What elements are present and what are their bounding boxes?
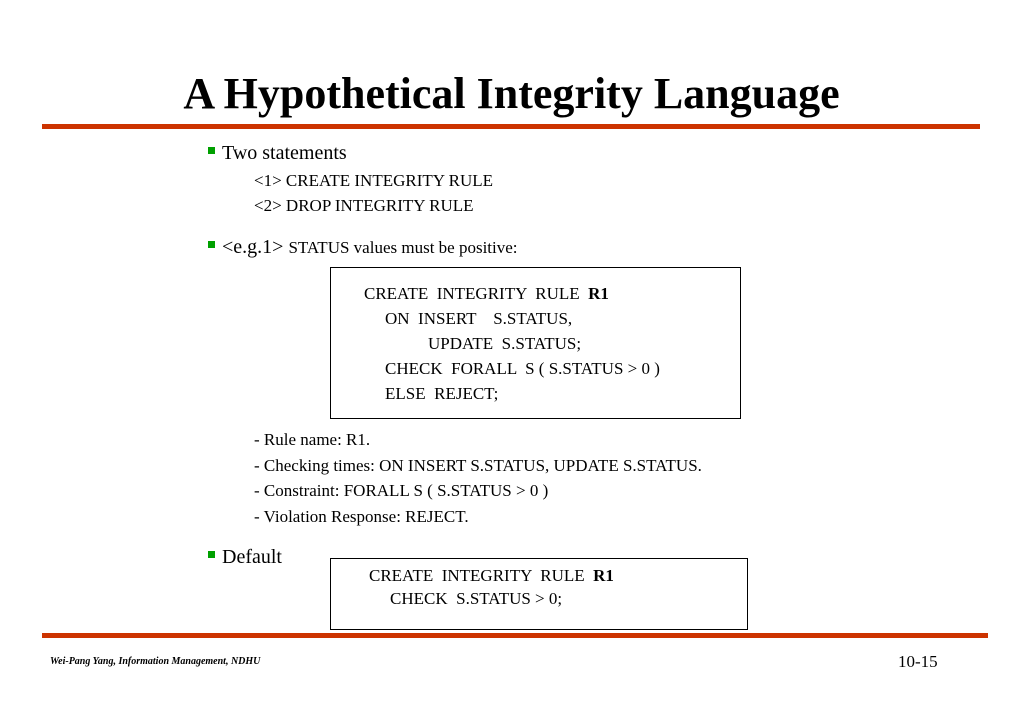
footer-author: Wei-Pang Yang, Information Management, NDHU <box>50 656 261 667</box>
code-line <box>364 281 609 306</box>
statement-line: <2> DROP INTEGRITY RULE <box>254 196 474 215</box>
code-line: ON INSERT S.STATUS, <box>385 309 573 328</box>
rule-name: R1 <box>593 566 614 585</box>
bottom-divider <box>42 633 988 638</box>
bullet-example <box>208 235 518 260</box>
bullet-default <box>208 545 282 569</box>
page-number: 10-15 <box>898 652 938 671</box>
bullet-prefix: <e.g.1> <box>222 236 284 258</box>
bullet-square-icon <box>208 147 215 154</box>
code-text: CREATE INTEGRITY RULE <box>364 284 589 303</box>
code-line: CHECK S.STATUS > 0; <box>390 589 563 608</box>
bullet-square-icon <box>208 241 215 248</box>
bullet-text: STATUS values must be positive: <box>288 238 518 257</box>
code-line <box>369 563 614 588</box>
bullet-text: Default <box>222 546 282 568</box>
top-divider <box>42 124 980 129</box>
note-line: - Constraint: FORALL S ( S.STATUS > 0 ) <box>254 481 549 500</box>
code-text: CREATE INTEGRITY RULE <box>369 566 594 585</box>
statement-line: <1> CREATE INTEGRITY RULE <box>254 171 494 190</box>
bullet-text: Two statements <box>222 142 347 164</box>
code-line: CHECK FORALL S ( S.STATUS > 0 ) <box>385 359 660 378</box>
rule-name: R1 <box>588 284 609 303</box>
slide-title: A Hypothetical Integrity Language <box>183 69 840 118</box>
bullet-square-icon <box>208 551 215 558</box>
code-line: ELSE REJECT; <box>385 384 499 403</box>
note-line: - Violation Response: REJECT. <box>254 507 469 526</box>
note-line: - Rule name: R1. <box>254 430 371 449</box>
code-line: UPDATE S.STATUS; <box>428 334 582 353</box>
bullet-two-statements <box>208 141 347 165</box>
note-line: - Checking times: ON INSERT S.STATUS, UPDATE S.STATUS. <box>254 456 702 475</box>
